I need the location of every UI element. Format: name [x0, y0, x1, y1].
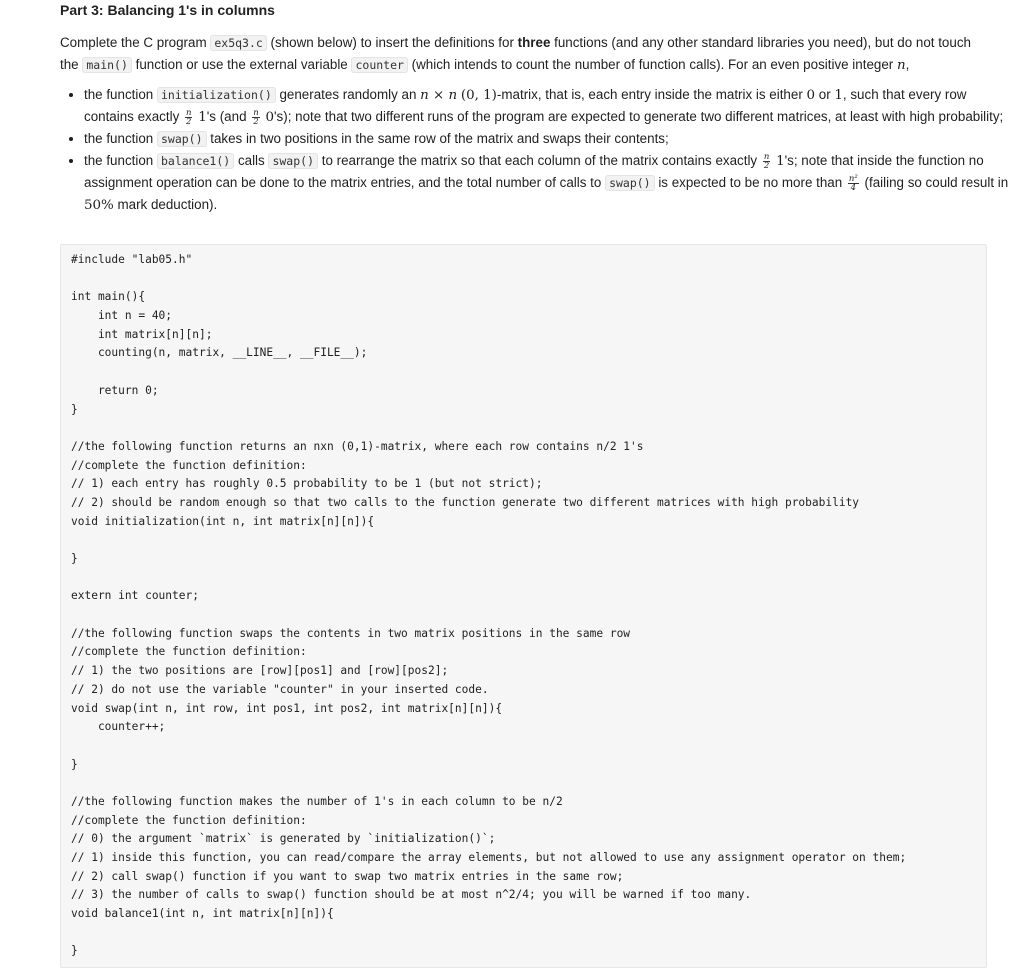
code-line: // 2) call swap() function if you want to swap two matrix entries in the same row;: [71, 869, 624, 883]
math-one: 1: [776, 154, 785, 169]
code-line: [71, 924, 906, 943]
code-line: [71, 270, 906, 289]
math-percent: 50%: [84, 198, 114, 213]
fraction-numerator: n: [763, 151, 770, 162]
initialization-function-code: initialization(): [157, 87, 276, 103]
swap-function-code: swap(): [268, 153, 318, 169]
fraction-n-over-2: [185, 109, 192, 126]
intro-text: Complete the C program: [60, 35, 211, 50]
bullet-text: 's); note that two different runs of the program are expected to generate two different matrices, at least with high probability;: [274, 109, 1004, 124]
code-line: //the following function swaps the contents in two matrix positions in the same row: [71, 626, 631, 640]
math-zero-one: (0, 1): [460, 88, 497, 103]
bullet-text: mark deduction).: [113, 197, 218, 212]
bullet-text: is expected to be no more than: [654, 175, 846, 190]
code-line: counter++;: [71, 720, 166, 734]
bullet-text: takes in two positions in the same row of the matrix and swaps their contents;: [206, 131, 669, 146]
code-line: int matrix[n][n];: [71, 327, 213, 341]
bullet-text: or: [815, 87, 835, 102]
emphasis-three: three: [517, 35, 551, 50]
bullet-text: 's; note that inside the function no assignment operation can be done to the matrix entries, and the total number of calls to: [84, 153, 984, 190]
code-line: extern int counter;: [71, 589, 199, 603]
list-item-initialization: [84, 84, 1014, 128]
code-line: //the following function makes the number of 1's in each column to be n/2: [71, 794, 563, 808]
intro-text: function or use the external variable: [131, 57, 352, 72]
math-one: 1: [834, 88, 843, 103]
code-line: [71, 531, 906, 550]
math-n-by-n: n × n: [420, 88, 458, 103]
list-item-swap: [84, 128, 1014, 150]
file-name: ex5q3.c: [210, 35, 266, 51]
code-line: // 1) inside this function, you can read/compare the array elements, but not allowed to use any assignment operator on them;: [71, 851, 907, 864]
code-line: [71, 606, 906, 625]
intro-text: functions (and any other standard libraries you need), but do not touch the: [60, 35, 971, 72]
swap-function-code: swap(): [605, 175, 655, 191]
code-line: int main(){: [71, 290, 146, 304]
code-line: [71, 419, 906, 438]
code-line: void swap(int n, int row, int pos1, int pos2, int matrix[n][n]){: [71, 701, 503, 715]
code-line: }: [71, 757, 78, 771]
bullet-text: , such that every row contains exactly: [84, 87, 967, 124]
math-one: 1: [198, 110, 207, 125]
code-line: int n = 40;: [71, 309, 173, 323]
code-line: counting(n, matrix, __LINE__, __FILE__);: [71, 346, 368, 360]
code-line: }: [71, 944, 78, 958]
code-line: // 1) the two positions are [row][pos1] and [row][pos2];: [71, 664, 449, 678]
code-line: void initialization(int n, int matrix[n][n]){: [71, 514, 375, 528]
counter-variable-code: counter: [351, 57, 407, 73]
requirements-list: [60, 84, 1014, 216]
fraction-n-over-2: [252, 109, 259, 126]
bullet-text: 's (and: [206, 109, 251, 124]
fraction-denominator: 2: [186, 116, 192, 127]
bullet-text: -matrix, that is, each entry inside the matrix is either: [496, 87, 807, 102]
code-line: [71, 774, 906, 793]
fraction-n-squared-over-4: [848, 175, 859, 192]
bullet-text: the function: [84, 87, 157, 102]
section-title: Part 3: Balancing 1's in columns: [60, 2, 275, 18]
fraction-numerator: n: [253, 107, 259, 118]
fraction-numerator: n: [186, 107, 192, 118]
fraction-denominator: 2: [253, 116, 259, 127]
balance1-function-code: balance1(): [157, 153, 234, 169]
math-zero: 0: [265, 110, 274, 125]
intro-paragraph: [60, 32, 980, 76]
code-line: }: [71, 402, 78, 416]
code-line: //the following function returns an nxn (0,1)-matrix, where each row contains n/2 1's: [71, 439, 644, 453]
bullet-text: calls: [234, 153, 269, 168]
code-line: return 0;: [71, 383, 159, 397]
code-line: // 2) do not use the variable "counter" in your inserted code.: [71, 682, 489, 696]
bullet-text: the function: [84, 131, 157, 146]
fraction-denominator: 2: [763, 160, 770, 171]
intro-text: ,: [905, 57, 910, 72]
intro-text: (shown below) to insert the definitions for: [266, 35, 518, 50]
code-line: //complete the function definition:: [71, 458, 307, 472]
code-line: // 1) each entry has roughly 0.5 probability to be 1 (but not strict);: [71, 477, 543, 491]
code-line: [71, 737, 906, 756]
fraction-denominator: 4: [850, 182, 857, 193]
bullet-text: generates randomly an: [275, 87, 421, 102]
bullet-text: (failing so could result in: [860, 175, 1009, 190]
code-line: //complete the function definition:: [71, 645, 307, 659]
code-line: // 0) the argument `matrix` is generated by `initialization()`;: [71, 832, 496, 846]
fraction-numerator: n²: [848, 173, 858, 184]
code-line: // 3) the number of calls to swap() function should be at most n^2/4; you will be warned if too many.: [71, 888, 752, 902]
code-line: void balance1(int n, int matrix[n][n]){: [71, 907, 334, 921]
intro-text: (which intends to count the number of function calls). For an even positive integer: [407, 57, 897, 72]
fraction-n-over-2: [763, 153, 770, 170]
math-n: n: [896, 58, 906, 73]
code-line: #include "lab05.h": [71, 253, 193, 266]
math-zero: 0: [806, 88, 816, 103]
code-line: // 2) should be random enough so that two calls to the function generate two different matrices with high probability: [71, 495, 860, 509]
bullet-text: the function: [84, 153, 157, 168]
code-listing: [71, 251, 906, 961]
list-item-balance1: [84, 150, 1014, 216]
code-line: [71, 569, 906, 588]
main-function-code: main(): [82, 57, 132, 73]
code-line: //complete the function definition:: [71, 813, 307, 827]
code-line: [71, 363, 906, 382]
bullet-text: to rearrange the matrix so that each column of the matrix contains exactly: [318, 153, 761, 168]
swap-function-code: swap(): [157, 131, 207, 147]
code-block[interactable]: [60, 244, 987, 968]
code-line: }: [71, 552, 78, 565]
